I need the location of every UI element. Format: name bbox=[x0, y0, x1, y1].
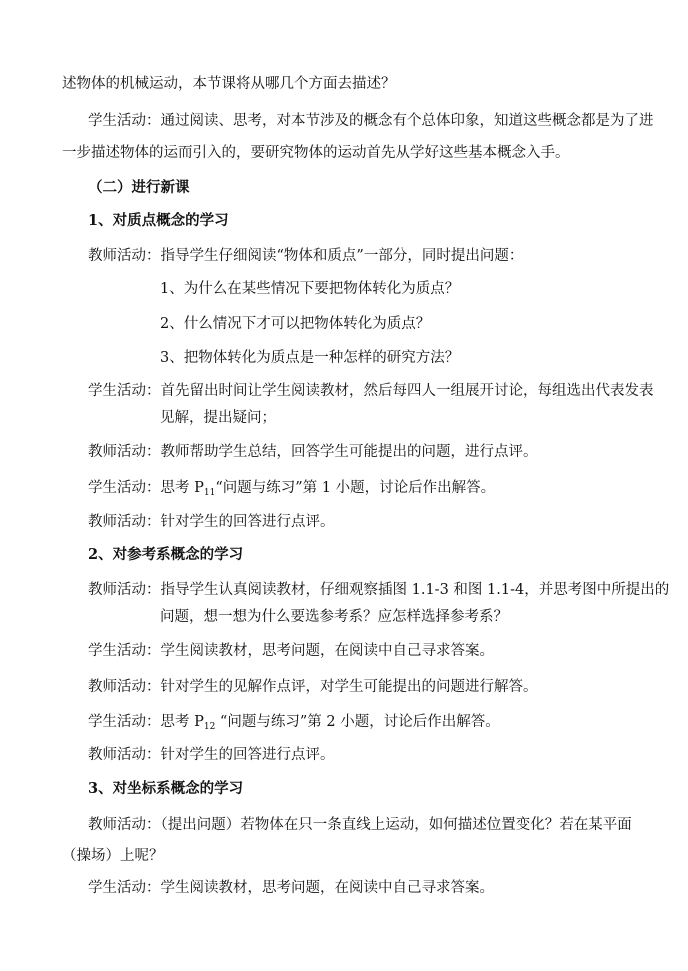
activity-label: 学生活动： bbox=[88, 880, 161, 896]
teacher-activity-reference-1-cont: 问题，想一想为什么要选参考系？应怎样选择参考系？ bbox=[160, 609, 508, 625]
subsection-title-particle: 1、对质点概念的学习 bbox=[88, 212, 229, 229]
student-activity-particle-1-cont: 见解，提出疑问； bbox=[160, 410, 276, 426]
student-activity-reference-1 bbox=[88, 641, 494, 661]
teacher-activity-coordinate-1: 教师活动：（提出问题）若物体在只一条直线上运动，如何描述位置变化？若在某平面 bbox=[88, 817, 632, 833]
activity-label: 教师活动： bbox=[88, 747, 161, 763]
subsection-title-coordinate: 3、对坐标系概念的学习 bbox=[88, 780, 244, 797]
activity-text: 指导学生认真阅读教材，仔细观察插图 1.1-3 和图 1.1-4，并思考图中所提出的 bbox=[160, 582, 670, 598]
activity-text: 针对学生的见解作点评，对学生可能提出的问题进行解答。 bbox=[160, 679, 538, 695]
activity-text-pre: 思考 P bbox=[160, 714, 204, 730]
activity-label: 教师活动： bbox=[88, 582, 161, 598]
activity-label: 学生活动： bbox=[88, 643, 161, 659]
activity-text: 学生阅读教材，思考问题，在阅读中自己寻求答案。 bbox=[160, 643, 494, 659]
activity-text-post: “问题与练习”第 1 小题，讨论后作出解答。 bbox=[215, 480, 496, 496]
activity-text: 学生阅读教材，思考问题，在阅读中自己寻求答案。 bbox=[160, 880, 494, 896]
activity-text: 针对学生的回答进行点评。 bbox=[160, 747, 335, 763]
activity-label: 学生活动： bbox=[88, 383, 161, 399]
teacher-activity-reference-2 bbox=[88, 677, 538, 697]
activity-text: 指导学生仔细阅读“物体和质点”一部分，同时提出问题： bbox=[160, 248, 524, 264]
activity-label: 教师活动： bbox=[88, 514, 161, 530]
activity-label: 学生活动： bbox=[88, 480, 161, 496]
teacher-activity-particle-2 bbox=[88, 442, 538, 462]
activity-text-post: “问题与练习”第 2 小题，讨论后作出解答。 bbox=[215, 714, 500, 730]
activity-text: 针对学生的回答进行点评。 bbox=[160, 514, 335, 530]
teacher-activity-particle-3 bbox=[88, 512, 335, 532]
student-activity-overview bbox=[88, 111, 654, 131]
activity-text: 教师帮助学生总结，回答学生可能提出的问题，进行点评。 bbox=[160, 444, 538, 460]
activity-text: 首先留出时间让学生阅读教材，然后每四人一组展开讨论，每组选出代表发表 bbox=[160, 383, 654, 399]
activity-text-pre: 思考 P bbox=[160, 480, 204, 496]
student-activity-particle-1 bbox=[88, 381, 654, 401]
activity-label: 学生活动： bbox=[88, 113, 161, 129]
teacher-activity-reference-3 bbox=[88, 745, 335, 765]
page-subscript: 12 bbox=[203, 722, 216, 732]
activity-label: 教师活动： bbox=[88, 444, 161, 460]
paragraph-intro-continued: 述物体的机械运动，本节课将从哪几个方面去描述？ bbox=[62, 76, 396, 92]
subsection-title-reference-frame: 2、对参考系概念的学习 bbox=[88, 546, 244, 563]
activity-label: 学生活动： bbox=[88, 714, 161, 730]
student-activity-reference-2 bbox=[88, 712, 500, 737]
teacher-activity-coordinate-1-cont: （操场）上呢？ bbox=[62, 848, 164, 864]
question-item-1: 1、为什么在某些情况下要把物体转化为质点？ bbox=[160, 281, 460, 297]
teacher-activity-particle-1 bbox=[88, 246, 523, 266]
teacher-activity-reference-1 bbox=[88, 580, 669, 600]
question-item-3: 3、把物体转化为质点是一种怎样的研究方法？ bbox=[160, 350, 460, 366]
student-activity-particle-2 bbox=[88, 478, 495, 503]
student-activity-overview-cont: 一步描述物体的运而引入的，要研究物体的运动首先从学好这些基本概念入手。 bbox=[62, 145, 570, 161]
question-item-2: 2、什么情况下才可以把物体转化为质点？ bbox=[160, 316, 431, 332]
activity-text: 通过阅读、思考，对本节涉及的概念有个总体印象，知道这些概念都是为了进 bbox=[160, 113, 654, 129]
activity-label: 教师活动： bbox=[88, 248, 161, 264]
page-subscript: 11 bbox=[203, 488, 216, 498]
student-activity-coordinate-1 bbox=[88, 878, 494, 898]
activity-label: 教师活动： bbox=[88, 679, 161, 695]
section-title-new-lesson: （二）进行新课 bbox=[88, 179, 190, 196]
